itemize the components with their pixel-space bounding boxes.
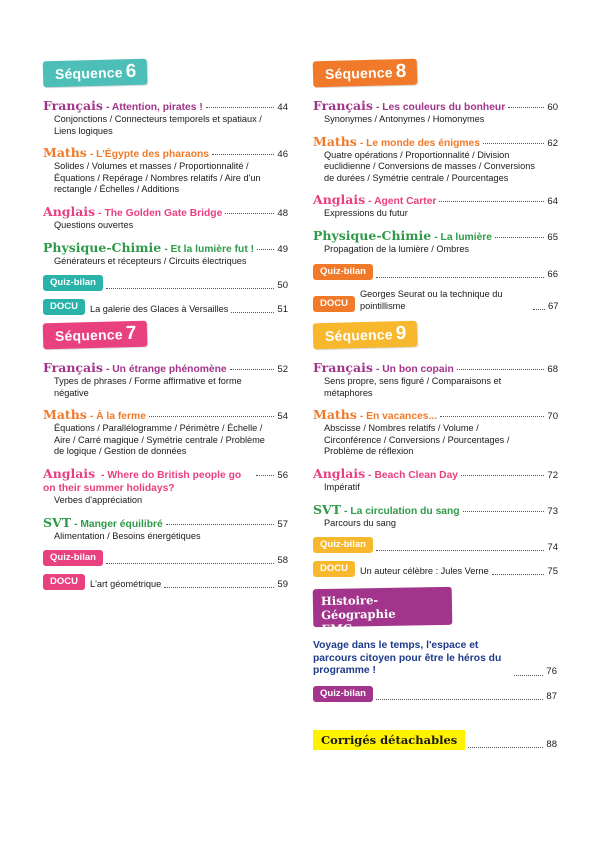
subject-name: Physique-Chimie <box>313 227 432 243</box>
dot-leader <box>376 277 545 278</box>
subject-topics: Impératif <box>324 481 360 492</box>
sequence-number: 6 <box>125 60 137 83</box>
subject-title: - Et la lumière fut ! <box>164 243 255 255</box>
page-number: 65 <box>547 231 558 243</box>
subject-name: Anglais <box>43 203 96 219</box>
hg-title-line1: Histoire-Géographie <box>320 593 396 623</box>
page-number: 60 <box>547 102 558 113</box>
corriges-label: Corrigés détachables <box>313 730 465 750</box>
sequence-7 <box>43 322 288 590</box>
entry-maths[interactable] <box>43 408 288 458</box>
subject-name: Maths <box>43 407 87 423</box>
subject-title: - La circulation du sang <box>344 505 460 517</box>
dot-leader <box>231 312 274 313</box>
page-number: 74 <box>547 542 558 554</box>
page-number: 54 <box>277 411 288 423</box>
dot-leader <box>457 369 545 370</box>
subject-title: - La lumière <box>434 231 493 243</box>
dot-leader <box>376 699 544 700</box>
entry-physique-chimie[interactable] <box>43 241 288 268</box>
dot-leader <box>230 369 275 370</box>
subject-title: - L'Égypte des pharaons <box>89 149 210 161</box>
subject-name: SVT <box>43 514 72 530</box>
entry-quiz-bilan[interactable] <box>313 686 557 702</box>
page-number: 68 <box>547 364 558 375</box>
subject-title: - Where do British people go on their summer holidays? <box>43 469 242 494</box>
sequence-6 <box>43 60 288 315</box>
subject-topics: Quatre opérations / Proportionnalité / Division euclidienne / Conversions de masses / Conversions de durées / Symétrie centrale / Pourcentages <box>324 149 535 183</box>
subject-name: Physique-Chimie <box>43 239 162 255</box>
subject-title: - En vacances... <box>359 411 438 423</box>
page-number: 50 <box>277 280 288 292</box>
subject-title: - Beach Clean Day <box>368 469 459 481</box>
dot-leader <box>166 524 275 525</box>
subject-topics: Synonymes / Antonymes / Homonymes <box>324 114 485 124</box>
dot-leader <box>164 587 274 588</box>
entry-quiz-bilan[interactable] <box>313 264 558 280</box>
subject-title: - Agent Carter <box>368 196 437 208</box>
subject-name: Anglais <box>43 465 96 481</box>
entry-svt[interactable] <box>313 503 558 530</box>
dot-leader <box>508 107 544 108</box>
entry-docu[interactable] <box>313 561 558 577</box>
subject-name: Anglais <box>313 192 366 208</box>
entry-docu[interactable] <box>313 288 558 312</box>
quiz-bilan-badge: Quiz-bilan <box>43 550 103 566</box>
dot-leader <box>212 154 274 155</box>
page-number: 88 <box>546 739 557 750</box>
subject-topics: Conjonctions / Connecteurs temporels et spatiaux / Liens logiques <box>54 114 262 136</box>
docu-badge: DOCU <box>43 299 85 315</box>
entry-anglais[interactable] <box>313 193 558 220</box>
page-number: 72 <box>547 469 558 481</box>
subject-title: - À la ferme <box>89 411 146 423</box>
sequence-label: Séquence <box>324 64 393 83</box>
page-number: 52 <box>277 364 288 375</box>
quiz-bilan-badge: Quiz-bilan <box>313 537 373 553</box>
entry-quiz-bilan[interactable] <box>43 550 288 566</box>
subject-topics: Abscisse / Nombres relatifs / Volume / Circonférence / Conversions / Pourcentages / Problème de réflexion <box>324 423 510 457</box>
subject-topics: Parcours du sang <box>324 517 397 528</box>
sequence-number: 8 <box>395 60 407 83</box>
entry-quiz-bilan[interactable] <box>43 275 288 291</box>
subject-name: Français <box>313 360 373 375</box>
sequence-8-tab[interactable] <box>313 59 417 88</box>
page-number: 44 <box>277 102 288 113</box>
subject-name: Français <box>313 98 373 113</box>
docu-title: Georges Seurat ou la technique du pointillisme <box>359 288 503 311</box>
entry-maths[interactable] <box>313 408 558 458</box>
subject-title: - The Golden Gate Bridge <box>98 207 223 219</box>
page-number: 62 <box>547 137 558 149</box>
sequence-9-tab[interactable] <box>313 321 417 350</box>
dot-leader <box>514 675 543 676</box>
subject-topics: Types de phrases / Forme affirmative et forme négative <box>54 376 242 398</box>
sequence-number: 7 <box>125 322 137 345</box>
subject-topics: Propagation de la lumière / Ombres <box>324 243 470 254</box>
sequence-8 <box>313 60 558 312</box>
subject-topics: Alimentation / Besoins énergétiques <box>54 530 201 541</box>
docu-title: L'art géométrique <box>89 579 162 590</box>
dot-leader <box>106 288 275 289</box>
page-number: 58 <box>277 555 288 567</box>
sequence-6-tab[interactable] <box>43 59 147 88</box>
dot-leader <box>463 511 545 512</box>
page-number: 70 <box>547 411 558 423</box>
entry-hg-voyage[interactable] <box>313 640 557 678</box>
subject-name: Maths <box>313 133 357 149</box>
subject-title: - Le monde des énigmes <box>359 137 481 149</box>
subject-name: Anglais <box>313 465 366 481</box>
entry-francais[interactable] <box>43 99 288 137</box>
page-number: 75 <box>547 566 558 578</box>
page-number: 57 <box>277 518 288 530</box>
page-number: 59 <box>277 579 288 591</box>
page-number: 51 <box>277 304 288 316</box>
entry-anglais[interactable] <box>313 467 558 494</box>
page-number: 73 <box>547 505 558 517</box>
docu-badge: DOCU <box>43 574 85 590</box>
quiz-bilan-badge: Quiz-bilan <box>313 686 373 702</box>
dot-leader <box>257 249 274 250</box>
entry-francais[interactable] <box>313 361 558 399</box>
dot-leader <box>439 201 544 202</box>
sequence-label: Séquence <box>54 64 123 83</box>
sequence-7-tab[interactable] <box>43 321 147 350</box>
dot-leader <box>225 213 274 214</box>
subject-name: Maths <box>43 145 87 161</box>
entry-docu[interactable] <box>43 574 288 590</box>
dot-leader <box>149 416 274 417</box>
page-number: 67 <box>547 300 559 312</box>
subject-topics: Sens propre, sens figuré / Comparaisons et métaphores <box>324 376 502 398</box>
subject-name: SVT <box>313 501 342 517</box>
dot-leader <box>106 563 275 564</box>
entry-anglais[interactable] <box>43 205 288 232</box>
subject-title: - Un étrange phénomène <box>105 364 227 375</box>
dot-leader <box>376 550 545 551</box>
entry-quiz-bilan[interactable] <box>313 537 558 553</box>
entry-francais[interactable] <box>313 99 558 126</box>
dot-leader <box>495 237 544 238</box>
dot-leader <box>483 143 544 144</box>
dot-leader <box>461 475 544 476</box>
docu-title: Un auteur célèbre : Jules Verne <box>359 566 489 577</box>
subject-topics: Expressions du futur <box>324 208 408 219</box>
docu-badge: DOCU <box>313 561 355 577</box>
subject-name: Maths <box>313 407 357 423</box>
page-number: 66 <box>547 268 558 280</box>
entry-anglais[interactable] <box>43 467 288 507</box>
page-number: 46 <box>277 149 288 161</box>
page-number: 56 <box>277 469 288 481</box>
sequence-number: 9 <box>395 322 407 345</box>
hg-entry-text: Voyage dans le temps, l'espace et parcours citoyen pour être le héros du programme ! <box>313 640 502 677</box>
subject-topics: Équations / Parallélogramme / Périmètre / Échelle / Aire / Carré magique / Symétrie centrale / Problème de logique / Gestion de données <box>54 423 265 457</box>
hg-title-line2: EMC <box>321 621 353 637</box>
entry-maths[interactable] <box>313 135 558 185</box>
dot-leader <box>440 416 544 417</box>
subject-topics: Générateurs et récepteurs / Circuits électriques <box>54 255 247 266</box>
subject-name: Français <box>43 360 103 375</box>
sequence-9 <box>313 322 558 577</box>
entry-corriges[interactable] <box>313 730 557 750</box>
histoire-geographie-section <box>313 640 557 702</box>
page-number: 49 <box>277 243 288 255</box>
page-number: 48 <box>277 207 288 219</box>
docu-title: La galerie des Glaces à Versailles <box>89 304 229 315</box>
dot-leader <box>468 747 543 748</box>
entry-docu[interactable] <box>43 299 288 315</box>
subject-topics: Verbes d'appréciation <box>54 494 143 505</box>
entry-physique-chimie[interactable] <box>313 229 558 256</box>
page-number: 87 <box>546 690 557 702</box>
docu-badge: DOCU <box>313 296 355 312</box>
entry-francais[interactable] <box>43 361 288 399</box>
dot-leader <box>206 107 275 108</box>
sequence-label: Séquence <box>54 326 123 345</box>
quiz-bilan-badge: Quiz-bilan <box>43 275 103 291</box>
entry-svt[interactable] <box>43 516 288 543</box>
subject-title: - Attention, pirates ! <box>105 102 203 113</box>
subject-topics: Questions ouvertes <box>54 219 134 230</box>
dot-leader <box>533 309 545 310</box>
dot-leader <box>492 574 545 575</box>
dot-leader <box>256 475 274 476</box>
sequence-label: Séquence <box>324 326 393 345</box>
subject-name: Français <box>43 98 103 113</box>
histoire-geographie-tab[interactable] <box>313 587 453 637</box>
entry-maths[interactable] <box>43 146 288 196</box>
subject-title: - Manger équilibré <box>74 518 163 530</box>
page-number: 76 <box>546 665 557 677</box>
subject-title: - Un bon copain <box>375 364 454 375</box>
quiz-bilan-badge: Quiz-bilan <box>313 264 373 280</box>
page-number: 64 <box>547 196 558 208</box>
subject-title: - Les couleurs du bonheur <box>375 102 506 113</box>
subject-topics: Solides / Volumes et masses / Proportionnalité / Équations / Repérage / Nombres relatifs / Aire d'un rectangle / Échelles / Additions <box>54 161 261 195</box>
